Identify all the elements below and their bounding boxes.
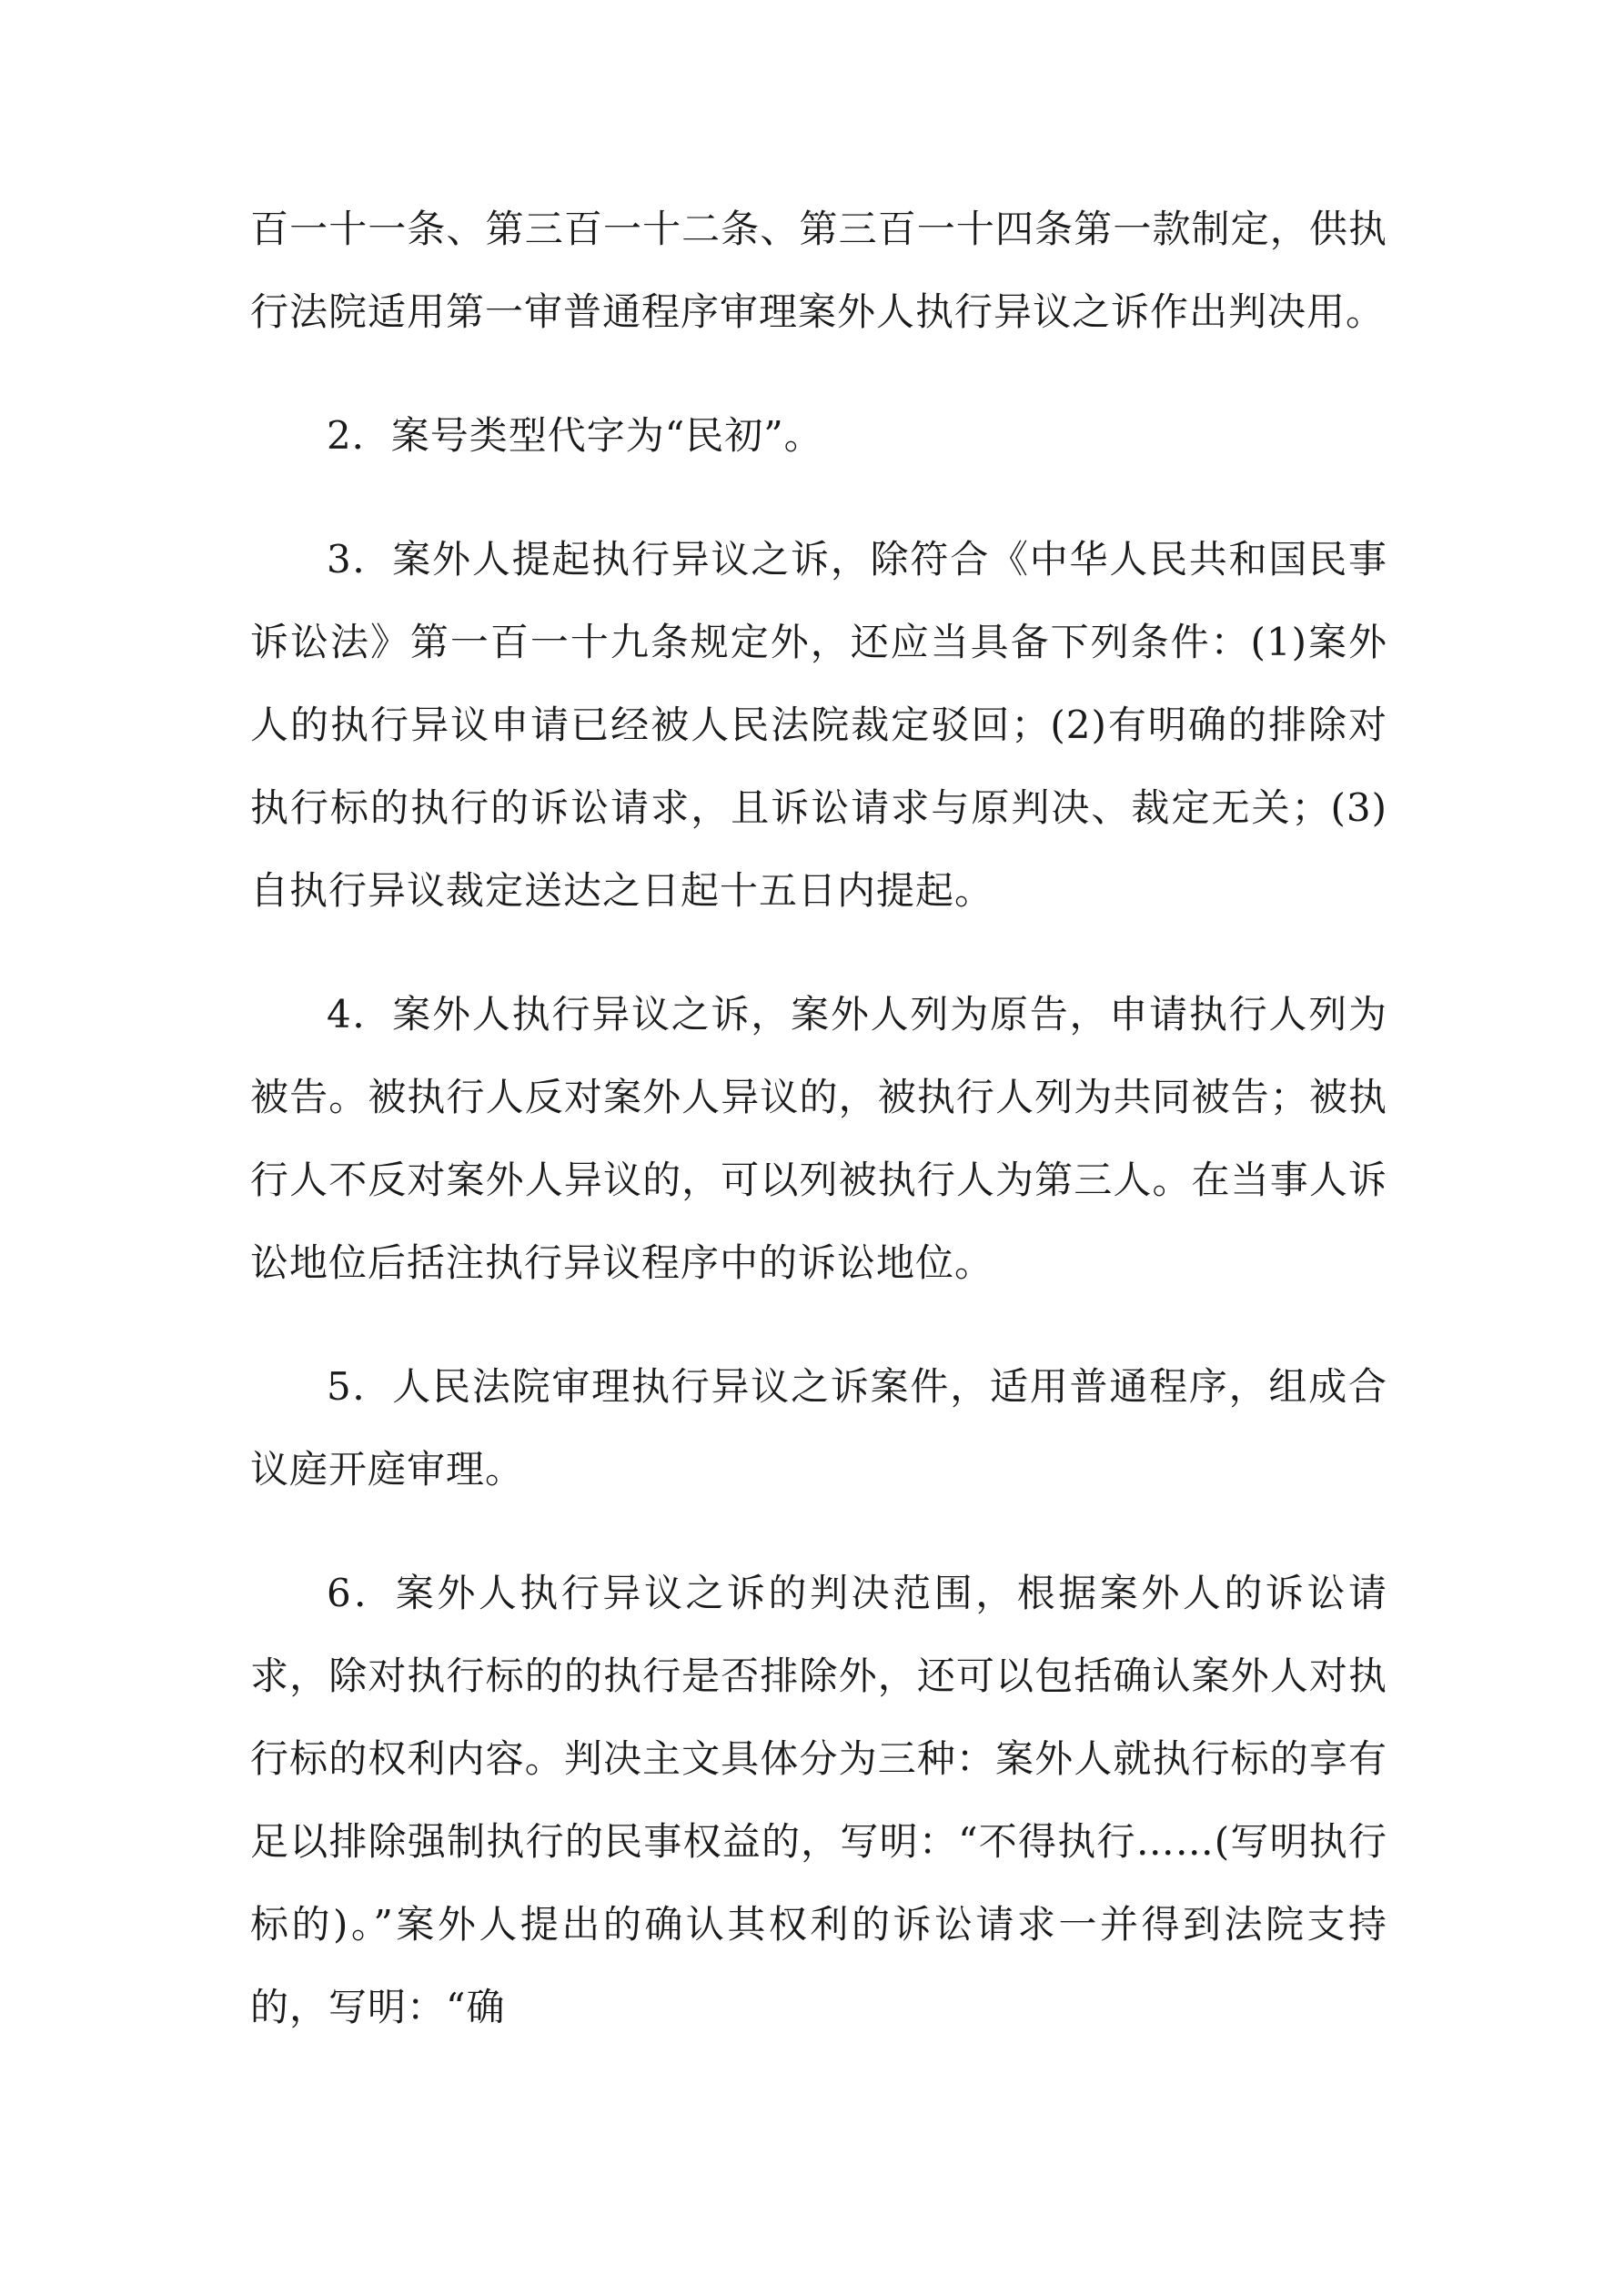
paragraph-note-3: 3．案外人提起执行异议之诉，除符合《中华人民共和国民事诉讼法》第一百一十九条规定外，还应当具备下列条件：(1)案外人的执行异议申请已经被人民法院裁定驳回；(2)有明确的排除对执行标的执行的诉讼请求，且诉讼请求与原判决、裁定无关；(3)自执行异议裁定送达之日起十五日内提起。	[250, 537, 1387, 913]
paragraph-note-5: 5．人民法院审理执行异议之诉案件，适用普通程序，组成合议庭开庭审理。	[250, 1364, 1387, 1492]
paragraph-continued-note: 百一十一条、第三百一十二条、第三百一十四条第一款制定，供执行法院适用第一审普通程序审理案外人执行异议之诉作出判决用。	[250, 207, 1387, 334]
document-page	[250, 187, 1387, 2089]
paragraph-note-2: 2．案号类型代字为“民初”。	[327, 413, 823, 458]
paragraph-note-6: 6．案外人执行异议之诉的判决范围，根据案外人的诉讼请求，除对执行标的的执行是否排除外，还可以包括确认案外人对执行标的权利内容。判决主文具体分为三种：案外人就执行标的享有足以排除强制执行的民事权益的，写明：“不得执行……(写明执行标的)。”案外人提出的确认其权利的诉讼请求一并得到法院支持的，写明：“确	[250, 1571, 1387, 2029]
paragraph-note-4: 4．案外人执行异议之诉，案外人列为原告，申请执行人列为被告。被执行人反对案外人异议的，被执行人列为共同被告；被执行人不反对案外人异议的，可以列被执行人为第三人。在当事人诉讼地位后括注执行异议程序中的诉讼地位。	[250, 992, 1387, 1285]
